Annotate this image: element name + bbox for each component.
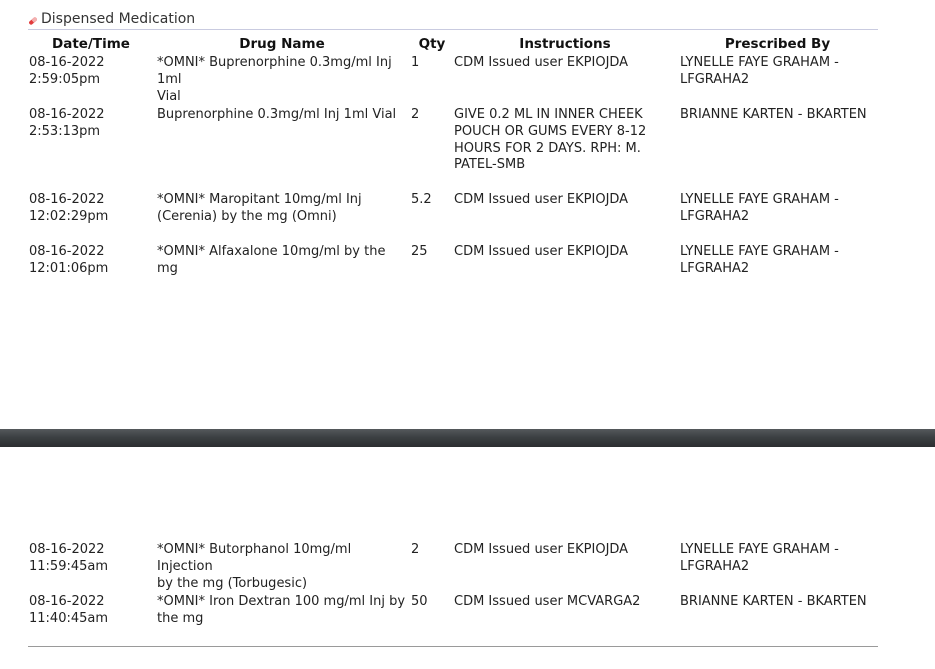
column-header-prescribed-by: Prescribed By [724, 36, 831, 52]
qty-cell: 1 [411, 55, 420, 70]
datetime-cell [29, 107, 149, 141]
prescribed-by-cell [680, 192, 880, 226]
instructions-line: GIVE 0.2 ML IN INNER CHEEK [454, 107, 643, 122]
qty-cell: 5.2 [411, 192, 432, 207]
instructions-line: CDM Issued user EKPIOJDA [454, 244, 629, 259]
prescriber-line: LFGRAHA2 [680, 71, 750, 87]
prescriber-line: LYNELLE FAYE GRAHAM - [680, 55, 839, 70]
qty-cell: 50 [411, 594, 428, 609]
pill-icon [28, 16, 38, 26]
instructions-cell [454, 192, 654, 209]
instructions-line: CDM Issued user EKPIOJDA [454, 542, 629, 557]
prescriber-line: BRIANNE KARTEN - BKARTEN [680, 107, 867, 122]
qty-cell: 2 [411, 542, 420, 557]
drug-name-line: (Cerenia) by the mg (Omni) [157, 208, 337, 224]
date-text: 08-16-2022 [29, 542, 105, 557]
datetime-cell [29, 192, 149, 226]
instructions-cell [454, 107, 654, 174]
prescriber-line: LFGRAHA2 [680, 208, 750, 224]
drug-name-cell [157, 244, 409, 278]
time-text: 2:53:13pm [29, 123, 101, 139]
time-text: 12:02:29pm [29, 208, 109, 224]
column-header-instructions: Instructions [519, 36, 611, 52]
instructions-cell [454, 542, 654, 559]
prescribed-by-cell [680, 594, 880, 611]
prescriber-line: LYNELLE FAYE GRAHAM - [680, 244, 839, 259]
time-text: 2:59:05pm [29, 71, 101, 87]
date-text: 08-16-2022 [29, 107, 105, 122]
instructions-line: CDM Issued user EKPIOJDA [454, 192, 629, 207]
drug-name-cell [157, 107, 409, 124]
drug-name-line: Buprenorphine 0.3mg/ml Inj 1ml Vial [157, 107, 397, 122]
drug-name-cell [157, 192, 409, 226]
drug-name-line: *OMNI* Iron Dextran 100 mg/ml Inj by [157, 594, 406, 609]
instructions-line: CDM Issued user MCVARGA2 [454, 594, 641, 609]
drug-name-line: *OMNI* Buprenorphine 0.3mg/ml Inj 1ml [157, 55, 392, 87]
prescribed-by-cell [680, 244, 880, 278]
date-text: 08-16-2022 [29, 192, 105, 207]
date-text: 08-16-2022 [29, 55, 105, 70]
instructions-line: POUCH OR GUMS EVERY 8-12 [454, 123, 647, 139]
date-text: 08-16-2022 [29, 594, 105, 609]
date-text: 08-16-2022 [29, 244, 105, 259]
drug-name-line: *OMNI* Butorphanol 10mg/ml Injection [157, 542, 352, 574]
instructions-line: CDM Issued user EKPIOJDA [454, 55, 629, 70]
section-title: Dispensed Medication [41, 11, 196, 27]
instructions-cell [454, 244, 654, 261]
datetime-cell [29, 55, 149, 89]
drug-name-cell [157, 55, 409, 105]
datetime-cell [29, 542, 149, 576]
prescriber-line: BRIANNE KARTEN - BKARTEN [680, 594, 867, 609]
time-text: 12:01:06pm [29, 260, 109, 276]
prescribed-by-cell [680, 542, 880, 576]
drug-name-line: the mg [157, 610, 204, 626]
column-header-qty: Qty [418, 36, 446, 52]
time-text: 11:40:45am [29, 610, 109, 626]
prescriber-line: LFGRAHA2 [680, 558, 750, 574]
instructions-line: HOURS FOR 2 DAYS. RPH: M. [454, 140, 641, 156]
prescribed-by-cell [680, 107, 880, 124]
prescriber-line: LYNELLE FAYE GRAHAM - [680, 542, 839, 557]
prescriber-line: LYNELLE FAYE GRAHAM - [680, 192, 839, 207]
section-header [28, 10, 878, 30]
datetime-cell [29, 594, 149, 628]
instructions-cell [454, 594, 654, 611]
drug-name-cell [157, 594, 409, 628]
drug-name-line: *OMNI* Maropitant 10mg/ml Inj [157, 192, 362, 207]
qty-cell: 2 [411, 107, 420, 122]
qty-cell: 25 [411, 244, 428, 259]
drug-name-line: *OMNI* Alfaxalone 10mg/ml by the mg [157, 244, 386, 276]
drug-name-line: by the mg (Torbugesic) [157, 575, 308, 591]
page-break-divider [0, 429, 935, 447]
drug-name-line: Vial [157, 88, 181, 104]
column-header-drug-name: Drug Name [239, 36, 325, 52]
drug-name-cell [157, 542, 409, 592]
section-bottom-divider [28, 646, 878, 647]
instructions-cell [454, 55, 654, 72]
datetime-cell [29, 244, 149, 278]
time-text: 11:59:45am [29, 558, 109, 574]
prescriber-line: LFGRAHA2 [680, 260, 750, 276]
column-header-datetime: Date/Time [52, 36, 130, 52]
instructions-line: PATEL-SMB [454, 157, 526, 173]
prescribed-by-cell [680, 55, 880, 89]
